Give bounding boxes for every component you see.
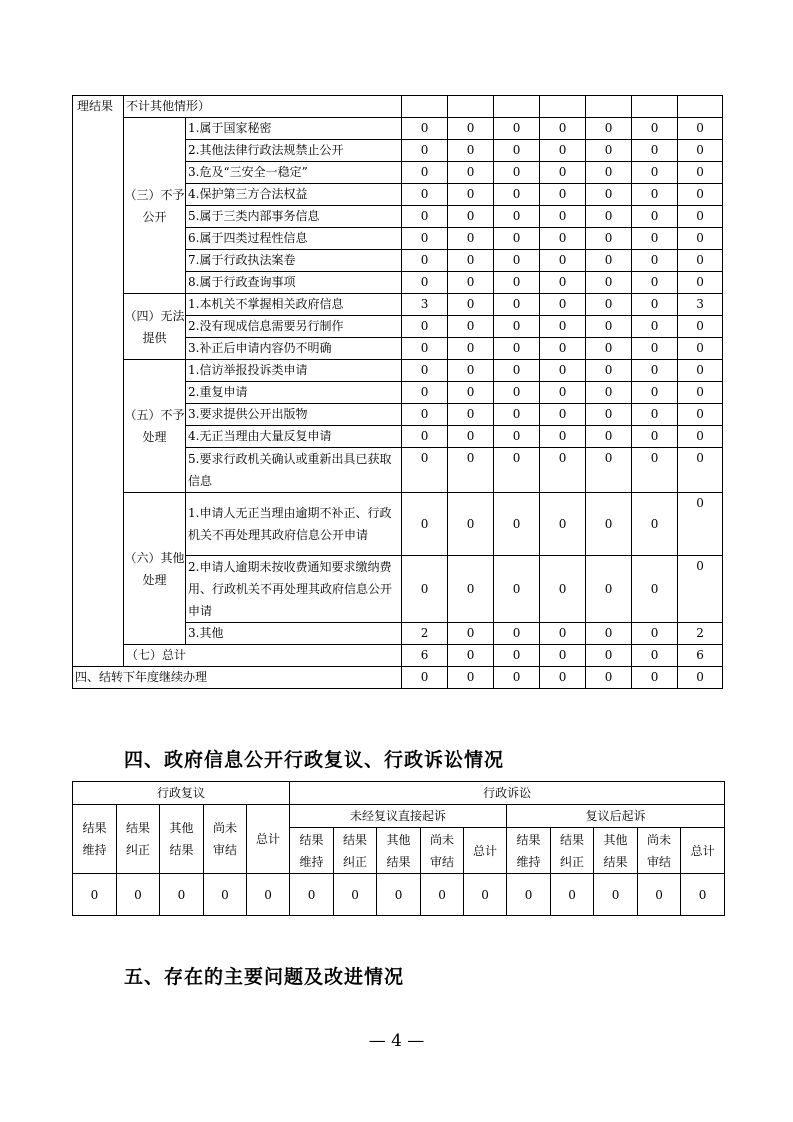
- value-cell: 0: [507, 874, 551, 916]
- header-row: [73, 805, 725, 828]
- value-cell: 6: [402, 645, 448, 667]
- value-cell: 0: [678, 272, 723, 294]
- litigation-col-header: 尚未审结: [638, 828, 681, 874]
- page-number: — 4 —: [368, 1031, 425, 1051]
- value-cell: 0: [551, 874, 594, 916]
- value-cell: 0: [681, 874, 725, 916]
- value-cell: 0: [494, 382, 540, 404]
- litigation-col-header: 其他结果: [377, 828, 421, 874]
- value-cell: 0: [540, 162, 586, 184]
- value-cell: 0: [290, 874, 334, 916]
- value-cell: 0: [678, 360, 723, 382]
- value-cell: 0: [678, 250, 723, 272]
- value-cell: 0: [402, 448, 448, 493]
- value-cell: 0: [402, 272, 448, 294]
- value-cell: 0: [494, 623, 540, 645]
- value-cell: 0: [334, 874, 377, 916]
- value-cell: 0: [586, 360, 632, 382]
- value-cell: 0: [678, 184, 723, 206]
- value-cell: 0: [632, 294, 678, 316]
- value-cell: [678, 96, 723, 118]
- value-cell: 0: [421, 874, 464, 916]
- value-cell: 0: [448, 623, 494, 645]
- row-label: 1.信访举报投诉类申请: [186, 360, 402, 382]
- value-cell: 0: [448, 184, 494, 206]
- value-cell: 0: [678, 206, 723, 228]
- row-label: 1.申请人无正当理由逾期不补正、行政机关不再处理其政府信息公开申请: [186, 493, 402, 556]
- value-cell: 0: [586, 623, 632, 645]
- value-cell: 0: [586, 382, 632, 404]
- row-label: 4.保护第三方合法权益: [186, 184, 402, 206]
- value-cell: 0: [632, 404, 678, 426]
- value-cell: [632, 96, 678, 118]
- value-cell: 0: [540, 623, 586, 645]
- group-label: （三）不予公开: [124, 118, 186, 294]
- value-cell: 0: [448, 118, 494, 140]
- value-cell: 0: [540, 426, 586, 448]
- value-cell: 0: [448, 316, 494, 338]
- value-cell: 0: [448, 426, 494, 448]
- value-cell: 0: [402, 228, 448, 250]
- value-cell: 0: [586, 118, 632, 140]
- litigation-col-header: 其他结果: [594, 828, 638, 874]
- after-review-header: 复议后起诉: [507, 805, 725, 828]
- carryover-label: 四、结转下年度继续办理: [73, 667, 402, 689]
- outer-category-cell: 理结果: [73, 96, 124, 667]
- value-cell: 0: [586, 206, 632, 228]
- table-row: [73, 360, 723, 382]
- value-cell: 0: [540, 448, 586, 493]
- value-cell: 6: [678, 645, 723, 667]
- value-cell: 0: [632, 228, 678, 250]
- carryover-row: [73, 667, 723, 689]
- value-cell: 0: [632, 645, 678, 667]
- value-cell: 0: [586, 493, 632, 556]
- value-cell: 0: [540, 556, 586, 623]
- value-cell: 0: [402, 667, 448, 689]
- value-cell: 0: [586, 272, 632, 294]
- value-cell: 0: [402, 162, 448, 184]
- review-col-header: 其他结果: [160, 805, 204, 874]
- value-cell: 0: [402, 140, 448, 162]
- value-cell: 0: [632, 272, 678, 294]
- value-cell: 0: [632, 667, 678, 689]
- value-cell: 0: [448, 556, 494, 623]
- value-cell: 0: [586, 667, 632, 689]
- row-label: 3.要求提供公开出版物: [186, 404, 402, 426]
- row-label: 1.属于国家秘密: [186, 118, 402, 140]
- value-cell: 0: [540, 645, 586, 667]
- value-cell: 0: [494, 228, 540, 250]
- value-cell: 0: [448, 645, 494, 667]
- value-cell: 0: [586, 184, 632, 206]
- value-cell: 0: [540, 493, 586, 556]
- value-cell: 0: [586, 294, 632, 316]
- value-cell: 0: [632, 493, 678, 556]
- litigation-col-header: 结果维持: [507, 828, 551, 874]
- value-cell: 3: [402, 294, 448, 316]
- row-label: 2.申请人逾期未按收费通知要求缴纳费用、行政机关不再处理其政府信息公开申请: [186, 556, 402, 623]
- value-cell: 0: [448, 294, 494, 316]
- values-row: [73, 874, 725, 916]
- value-cell: 0: [678, 448, 723, 493]
- value-cell: 0: [464, 874, 507, 916]
- value-cell: 0: [594, 874, 638, 916]
- value-cell: 0: [494, 667, 540, 689]
- value-cell: 0: [494, 272, 540, 294]
- value-cell: 0: [540, 360, 586, 382]
- value-cell: [402, 96, 448, 118]
- review-col-header: 尚未审结: [204, 805, 247, 874]
- value-cell: 0: [678, 228, 723, 250]
- value-cell: [540, 96, 586, 118]
- value-cell: 0: [540, 184, 586, 206]
- value-cell: 0: [586, 162, 632, 184]
- value-cell: 2: [678, 623, 723, 645]
- litigation-header: 行政诉讼: [290, 782, 725, 805]
- row-label: 3.补正后申请内容仍不明确: [186, 338, 402, 360]
- row-label: 5.要求行政机关确认或重新出具已获取信息: [186, 448, 402, 493]
- value-cell: 0: [204, 874, 247, 916]
- value-cell: 0: [494, 140, 540, 162]
- row-label: 2.重复申请: [186, 382, 402, 404]
- value-cell: 0: [678, 382, 723, 404]
- value-cell: 0: [540, 338, 586, 360]
- value-cell: 0: [448, 667, 494, 689]
- group-label: （六）其他处理: [124, 493, 186, 645]
- value-cell: 0: [160, 874, 204, 916]
- value-cell: 0: [494, 118, 540, 140]
- value-cell: 0: [540, 228, 586, 250]
- value-cell: 0: [448, 162, 494, 184]
- value-cell: 0: [632, 316, 678, 338]
- direct-suit-header: 未经复议直接起诉: [290, 805, 507, 828]
- value-cell: 0: [494, 448, 540, 493]
- value-cell: 0: [540, 140, 586, 162]
- value-cell: 0: [632, 360, 678, 382]
- value-cell: 0: [632, 162, 678, 184]
- value-cell: 0: [678, 118, 723, 140]
- row-label: 2.其他法律行政法规禁止公开: [186, 140, 402, 162]
- value-cell: 0: [678, 667, 723, 689]
- value-cell: 0: [678, 316, 723, 338]
- value-cell: 0: [494, 316, 540, 338]
- value-cell: 0: [678, 493, 723, 556]
- value-cell: 0: [494, 184, 540, 206]
- value-cell: 0: [678, 426, 723, 448]
- value-cell: 0: [448, 360, 494, 382]
- value-cell: 0: [448, 338, 494, 360]
- value-cell: 3: [678, 294, 723, 316]
- value-cell: 0: [632, 206, 678, 228]
- value-cell: 0: [586, 556, 632, 623]
- review-col-header: 结果纠正: [117, 805, 160, 874]
- value-cell: 0: [586, 228, 632, 250]
- litigation-col-header: 结果纠正: [334, 828, 377, 874]
- group-label: （四）无法提供: [124, 294, 186, 360]
- value-cell: 0: [494, 360, 540, 382]
- value-cell: 0: [377, 874, 421, 916]
- row-label: 4.无正当理由大量反复申请: [186, 426, 402, 448]
- row-label: 3.其他: [186, 623, 402, 645]
- value-cell: 0: [632, 623, 678, 645]
- value-cell: 0: [448, 228, 494, 250]
- value-cell: 0: [402, 360, 448, 382]
- section-4-title: 四、政府信息公开行政复议、行政诉讼情况: [124, 749, 505, 771]
- total-label: （七）总计: [124, 645, 402, 667]
- value-cell: 0: [540, 206, 586, 228]
- value-cell: 0: [632, 338, 678, 360]
- value-cell: 0: [494, 645, 540, 667]
- value-cell: 0: [586, 250, 632, 272]
- row-label: 6.属于四类过程性信息: [186, 228, 402, 250]
- value-cell: 0: [586, 338, 632, 360]
- total-row: [73, 645, 723, 667]
- value-cell: 0: [494, 556, 540, 623]
- value-cell: 0: [632, 426, 678, 448]
- row-label: 不计其他情形）: [124, 96, 402, 118]
- value-cell: 0: [402, 316, 448, 338]
- row-label: 3.危及“三安全一稳定”: [186, 162, 402, 184]
- row-label: 1.本机关不掌握相关政府信息: [186, 294, 402, 316]
- review-header: 行政复议: [73, 782, 290, 805]
- value-cell: 0: [402, 206, 448, 228]
- value-cell: 0: [540, 382, 586, 404]
- value-cell: 0: [586, 448, 632, 493]
- value-cell: 0: [540, 404, 586, 426]
- value-cell: 0: [678, 338, 723, 360]
- value-cell: 0: [247, 874, 290, 916]
- table-row: [73, 294, 723, 316]
- value-cell: 0: [117, 874, 160, 916]
- value-cell: 0: [540, 250, 586, 272]
- row-label: 2.没有现成信息需要另行制作: [186, 316, 402, 338]
- row-label: 8.属于行政查询事项: [186, 272, 402, 294]
- value-cell: 0: [494, 338, 540, 360]
- value-cell: 0: [448, 140, 494, 162]
- value-cell: 0: [540, 118, 586, 140]
- value-cell: 0: [448, 272, 494, 294]
- table-row: [73, 493, 723, 556]
- header-row: [73, 782, 725, 805]
- value-cell: 0: [540, 272, 586, 294]
- value-cell: 0: [632, 250, 678, 272]
- value-cell: 0: [632, 448, 678, 493]
- value-cell: 0: [540, 316, 586, 338]
- value-cell: 0: [638, 874, 681, 916]
- value-cell: 0: [632, 118, 678, 140]
- value-cell: 0: [402, 338, 448, 360]
- value-cell: 0: [586, 645, 632, 667]
- value-cell: 0: [448, 448, 494, 493]
- litigation-col-header: 结果纠正: [551, 828, 594, 874]
- review-litigation-table: [72, 781, 725, 916]
- value-cell: 0: [402, 184, 448, 206]
- table-row: [73, 96, 723, 118]
- value-cell: 0: [540, 294, 586, 316]
- table-row: [73, 118, 723, 140]
- value-cell: 2: [402, 623, 448, 645]
- value-cell: 0: [494, 294, 540, 316]
- value-cell: 0: [632, 184, 678, 206]
- value-cell: 0: [402, 404, 448, 426]
- row-label: 5.属于三类内部事务信息: [186, 206, 402, 228]
- value-cell: 0: [448, 382, 494, 404]
- value-cell: 0: [678, 140, 723, 162]
- value-cell: 0: [494, 426, 540, 448]
- row-label: 7.属于行政执法案卷: [186, 250, 402, 272]
- litigation-col-header: 总计: [681, 828, 725, 874]
- review-col-header: 结果维持: [73, 805, 117, 874]
- value-cell: 0: [586, 404, 632, 426]
- value-cell: 0: [402, 426, 448, 448]
- value-cell: 0: [448, 404, 494, 426]
- value-cell: [448, 96, 494, 118]
- value-cell: 0: [586, 316, 632, 338]
- group-label: （五）不予处理: [124, 360, 186, 493]
- value-cell: 0: [678, 556, 723, 623]
- value-cell: 0: [402, 556, 448, 623]
- value-cell: 0: [494, 162, 540, 184]
- value-cell: 0: [632, 140, 678, 162]
- value-cell: 0: [448, 250, 494, 272]
- value-cell: [494, 96, 540, 118]
- application-handling-table: [72, 95, 723, 689]
- value-cell: 0: [632, 556, 678, 623]
- value-cell: 0: [678, 404, 723, 426]
- review-col-header: 总计: [247, 805, 290, 874]
- value-cell: 0: [540, 667, 586, 689]
- value-cell: 0: [73, 874, 117, 916]
- value-cell: 0: [494, 404, 540, 426]
- litigation-col-header: 结果维持: [290, 828, 334, 874]
- value-cell: 0: [402, 118, 448, 140]
- value-cell: 0: [494, 206, 540, 228]
- value-cell: 0: [586, 426, 632, 448]
- value-cell: 0: [632, 382, 678, 404]
- value-cell: 0: [448, 493, 494, 556]
- value-cell: 0: [494, 493, 540, 556]
- value-cell: 0: [402, 493, 448, 556]
- litigation-col-header: 总计: [464, 828, 507, 874]
- value-cell: [586, 96, 632, 118]
- value-cell: 0: [402, 382, 448, 404]
- value-cell: 0: [678, 162, 723, 184]
- litigation-col-header: 尚未审结: [421, 828, 464, 874]
- value-cell: 0: [586, 140, 632, 162]
- section-5-title: 五、存在的主要问题及改进情况: [124, 966, 405, 988]
- value-cell: 0: [448, 206, 494, 228]
- value-cell: 0: [494, 250, 540, 272]
- value-cell: 0: [402, 250, 448, 272]
